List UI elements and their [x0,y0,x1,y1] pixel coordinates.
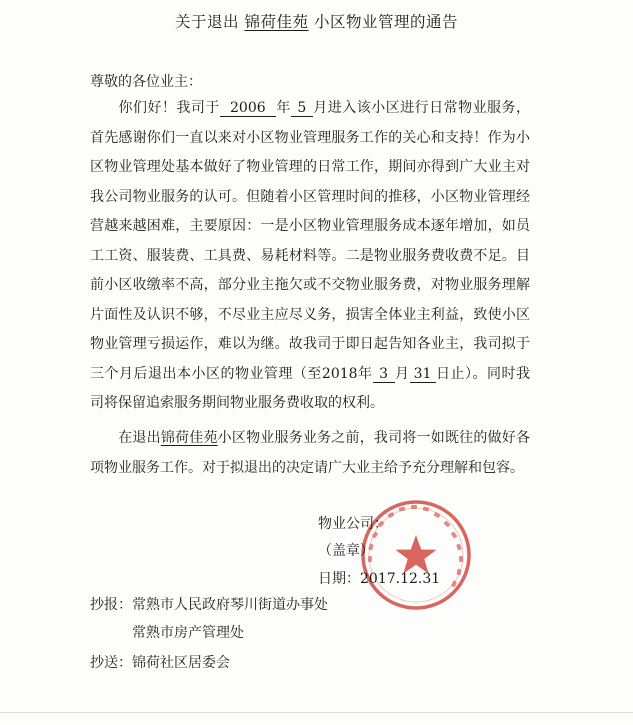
cc-report-recipient-1: 常熟市人民政府琴川街道办事处 [132,597,328,613]
p1-text-c: 月进入该小区进行日常物业服务，首先感谢你们一直以来对小区物业管理服务工作的关心和支持！作为小区物业管理处基本做好了物业管理的日常工作，期间亦得到广大业主对我公司物业服务的认可。但随着小区管理时间的推移，小区物业管理经营越来越困难，主要原因：一是小区物业管理服务成本逐年增加，如员工工资、服装费、工具费、易耗材料等。二是物业服务费收费不足。目前小区收缴率不高，部分业主拖欠或不交物业服务费，对物业服务理解片面性及认识不够，不尽业主应尽义务，损害全体业主利益，致使小区物业管理亏损运作，难以为继。故我司于即日起告知各业主，我司拟于三个月后退出本小区的物业管理（至2018年 [90,100,531,382]
p1-text-e: 日止）。同时我司将保留追索服务期间物业服务费收取的权利。 [90,365,531,411]
paragraph-2 [90,424,530,483]
p1-text-a: 你们好！我司于 [118,100,220,116]
paragraph-1 [90,94,530,419]
cc-report-recipient-2: 常熟市房产管理处 [132,625,244,641]
title-suffix: 小区物业管理的通告 [313,13,458,31]
title-prefix: 关于退出 [175,13,240,31]
p1-exit-day: 31 [410,367,436,383]
signature-company-label: 物业公司： [318,516,388,532]
page-bottom-edge [0,712,633,713]
cc-report-label: 抄报： [90,597,132,613]
p1-start-month: 5 [291,101,313,117]
salutation: 尊敬的各位业主： [90,74,202,90]
p2-text-b: 小区物业服务业务之前，我司将一如既往的做好各项物业服务工作。对于拟退出的决定请广大业主给予充分理解和包容。 [90,430,530,476]
p2-community-name: 锦荷佳苑 [160,430,218,446]
p1-start-year: 2006 [220,101,276,117]
p1-text-b: 年 [275,100,291,116]
title-community-name: 锦荷佳苑 [244,13,309,31]
p1-exit-month: 3 [373,367,395,383]
signature-date: 日期：2017.12.31 [318,571,441,587]
p1-text-d: 月 [394,365,410,382]
p2-text-a: 在退出 [118,430,161,446]
signature-seal-label: （盖章） [318,543,374,559]
cc-send-label: 抄送： [90,655,132,671]
notice-title [0,10,633,32]
cc-send-recipient-1: 锦荷社区居委会 [132,655,230,671]
